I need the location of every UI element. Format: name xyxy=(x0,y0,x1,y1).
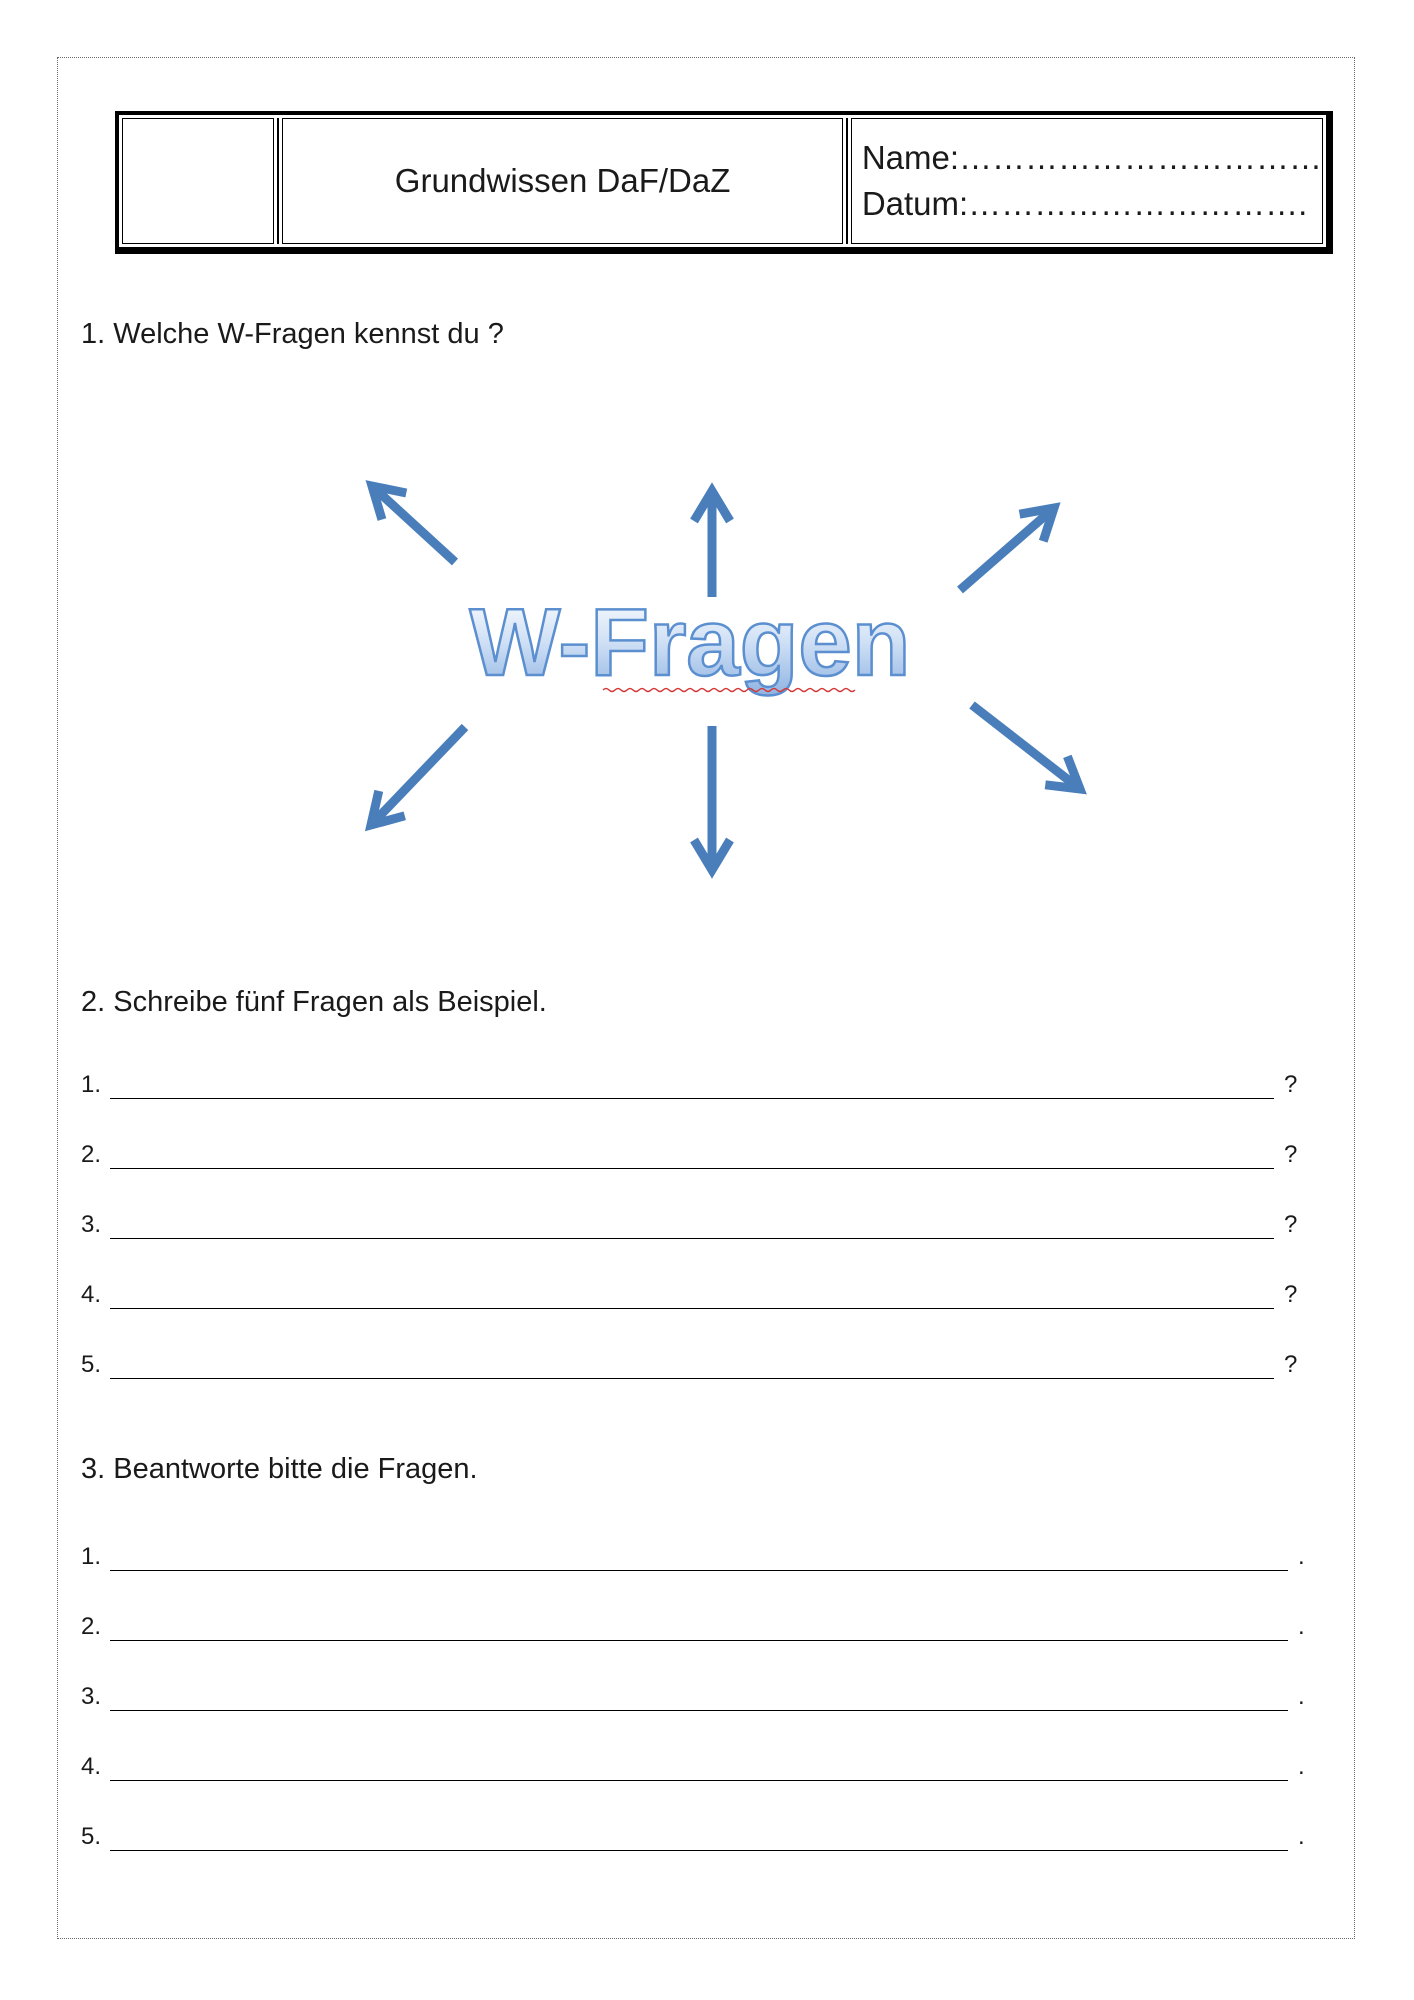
line-end-mark: . xyxy=(1298,1543,1305,1570)
answer-rule[interactable] xyxy=(110,1540,1288,1571)
header-table xyxy=(115,111,1333,254)
line-end-mark: ? xyxy=(1284,1351,1298,1378)
line-number: 4. xyxy=(81,1281,102,1308)
answer-rule[interactable] xyxy=(110,1348,1274,1379)
line-end-mark: ? xyxy=(1284,1281,1298,1308)
line-number: 5. xyxy=(81,1351,102,1378)
name-field[interactable]: Name:…………………………… xyxy=(861,139,1323,176)
answer-rule[interactable] xyxy=(110,1610,1288,1641)
q2-answer-line[interactable] xyxy=(81,1269,1297,1309)
header-empty-cell xyxy=(122,118,274,244)
header-title-cell xyxy=(282,118,843,244)
answer-rule[interactable] xyxy=(110,1068,1274,1099)
header-divider xyxy=(846,118,848,244)
answer-rule[interactable] xyxy=(110,1750,1288,1781)
line-end-mark: . xyxy=(1298,1613,1305,1640)
q3-answer-line[interactable] xyxy=(81,1531,1305,1571)
question-1-heading: 1. Welche W-Fragen kennst du ? xyxy=(81,318,504,350)
header-divider xyxy=(277,118,279,244)
q2-answer-line[interactable] xyxy=(81,1339,1297,1379)
q3-answer-line[interactable] xyxy=(81,1601,1305,1641)
q2-answer-line[interactable] xyxy=(81,1199,1297,1239)
answer-rule[interactable] xyxy=(110,1820,1288,1851)
q3-answer-line[interactable] xyxy=(81,1671,1305,1711)
line-number: 1. xyxy=(81,1543,102,1570)
line-number: 2. xyxy=(81,1613,102,1640)
answer-rule[interactable] xyxy=(110,1680,1288,1711)
question-2-heading: 2. Schreibe fünf Fragen als Beispiel. xyxy=(81,986,547,1018)
line-end-mark: . xyxy=(1298,1823,1305,1850)
line-end-mark: ? xyxy=(1284,1211,1298,1238)
line-number: 5. xyxy=(81,1823,102,1850)
line-number: 1. xyxy=(81,1071,102,1098)
line-end-mark: . xyxy=(1298,1683,1305,1710)
q3-answer-line[interactable] xyxy=(81,1811,1305,1851)
line-end-mark: ? xyxy=(1284,1141,1298,1168)
answer-rule[interactable] xyxy=(110,1208,1274,1239)
answer-rule[interactable] xyxy=(110,1138,1274,1169)
question-3-heading: 3. Beantworte bitte die Fragen. xyxy=(81,1453,478,1485)
w-fragen-word: W-Fragen xyxy=(469,589,911,696)
line-number: 4. xyxy=(81,1753,102,1780)
date-field[interactable]: Datum:…………………………. xyxy=(861,185,1308,222)
header-name-date-cell xyxy=(851,118,1323,244)
line-end-mark: . xyxy=(1298,1753,1305,1780)
line-number: 2. xyxy=(81,1141,102,1168)
q2-answer-line[interactable] xyxy=(81,1059,1297,1099)
worksheet-title: Grundwissen DaF/DaZ xyxy=(394,162,731,199)
line-number: 3. xyxy=(81,1683,102,1710)
q3-answer-line[interactable] xyxy=(81,1741,1305,1781)
answer-rule[interactable] xyxy=(110,1278,1274,1309)
line-end-mark: ? xyxy=(1284,1071,1298,1098)
q2-answer-line[interactable] xyxy=(81,1129,1297,1169)
line-number: 3. xyxy=(81,1211,102,1238)
